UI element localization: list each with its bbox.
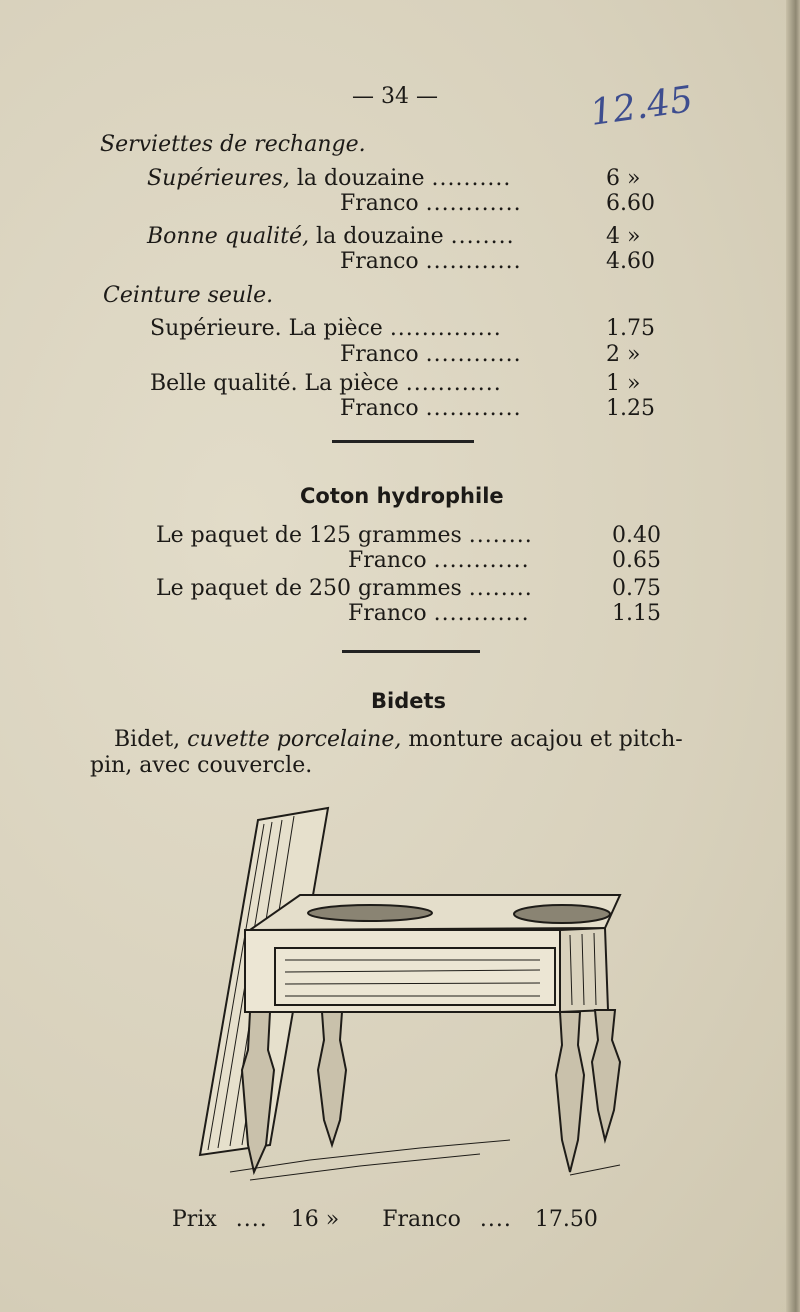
ceinture-price-3: 1 » bbox=[606, 371, 641, 396]
coton-row-4 bbox=[348, 601, 530, 627]
row-label: Franco bbox=[348, 548, 427, 573]
leader-dots: ............ bbox=[425, 342, 522, 367]
row-label: Le paquet de 250 grammes bbox=[156, 576, 462, 601]
ceinture-price-4: 1.25 bbox=[606, 396, 655, 421]
bidets-description-line-1 bbox=[114, 727, 683, 753]
row-label: Franco bbox=[340, 191, 419, 216]
section-divider bbox=[342, 650, 480, 653]
row-label: Franco bbox=[340, 249, 419, 274]
page-number: — 34 — bbox=[352, 84, 438, 109]
coton-heading: Coton hydrophile bbox=[300, 484, 504, 508]
leader-dots: ............ bbox=[405, 371, 502, 396]
serviettes-price-4: 4.60 bbox=[606, 249, 655, 274]
page-edge bbox=[786, 0, 800, 1312]
serviettes-row-4 bbox=[340, 249, 522, 275]
leader-dots: ............ bbox=[433, 601, 530, 626]
leader-dots: ........ bbox=[450, 224, 515, 249]
serviettes-price-1: 6 » bbox=[606, 166, 641, 191]
desc-text: Bidet, bbox=[114, 727, 188, 752]
row-label: Franco bbox=[340, 342, 419, 367]
ceinture-row-2 bbox=[340, 342, 522, 368]
coton-price-3: 0.75 bbox=[612, 576, 661, 601]
coton-row-1 bbox=[156, 523, 533, 549]
row-label: Franco bbox=[348, 601, 427, 626]
ceinture-row-3 bbox=[150, 371, 502, 397]
coton-price-1: 0.40 bbox=[612, 523, 661, 548]
coton-row-3 bbox=[156, 576, 533, 602]
serviettes-row-1 bbox=[147, 166, 511, 192]
serviettes-heading: Serviettes de rechange. bbox=[100, 132, 366, 157]
franco-value: 17.50 bbox=[534, 1207, 598, 1232]
coton-row-2 bbox=[348, 548, 530, 574]
row-label: Le paquet de 125 grammes bbox=[156, 523, 462, 548]
franco-label: Franco bbox=[382, 1207, 461, 1232]
ceinture-heading: Ceinture seule. bbox=[103, 283, 274, 308]
desc-italic: cuvette porcelaine, bbox=[187, 727, 402, 752]
leader-dots: .... bbox=[479, 1207, 512, 1232]
serviettes-row-3 bbox=[147, 224, 515, 250]
section-divider bbox=[332, 440, 474, 443]
prix-value: 16 » bbox=[290, 1207, 340, 1232]
leader-dots: ............ bbox=[425, 191, 522, 216]
row-label-italic: Supérieures, bbox=[147, 166, 290, 191]
bidets-price-line bbox=[172, 1207, 598, 1233]
leader-dots: .......... bbox=[431, 166, 512, 191]
leader-dots: .... bbox=[235, 1207, 268, 1232]
row-label: Belle qualité. La pièce bbox=[150, 371, 399, 396]
row-label: Supérieure. La pièce bbox=[150, 316, 383, 341]
row-label: la douzaine bbox=[289, 166, 425, 191]
bidets-description-line-2: pin, avec couvercle. bbox=[90, 753, 313, 778]
row-label: Franco bbox=[340, 396, 419, 421]
leader-dots: .............. bbox=[389, 316, 502, 341]
leader-dots: ........ bbox=[468, 576, 533, 601]
bidets-heading: Bidets bbox=[371, 689, 447, 713]
ceinture-price-2: 2 » bbox=[606, 342, 641, 367]
ceinture-row-4 bbox=[340, 396, 522, 422]
leader-dots: ........ bbox=[468, 523, 533, 548]
ceinture-price-1: 1.75 bbox=[606, 316, 655, 341]
coton-price-2: 0.65 bbox=[612, 548, 661, 573]
leader-dots: ............ bbox=[425, 249, 522, 274]
leader-dots: ............ bbox=[425, 396, 522, 421]
row-label-italic: Bonne qualité, bbox=[147, 224, 310, 249]
handwritten-note: 12.45 bbox=[587, 79, 696, 134]
serviettes-row-2 bbox=[340, 191, 522, 217]
prix-label: Prix bbox=[172, 1207, 217, 1232]
coton-price-4: 1.15 bbox=[612, 601, 661, 626]
leader-dots: ............ bbox=[433, 548, 530, 573]
row-label: la douzaine bbox=[309, 224, 444, 249]
serviettes-price-2: 6.60 bbox=[606, 191, 655, 216]
desc-text: monture acajou et pitch- bbox=[401, 727, 683, 752]
bidet-illustration bbox=[190, 800, 640, 1190]
serviettes-price-3: 4 » bbox=[606, 224, 641, 249]
ceinture-row-1 bbox=[150, 316, 502, 342]
